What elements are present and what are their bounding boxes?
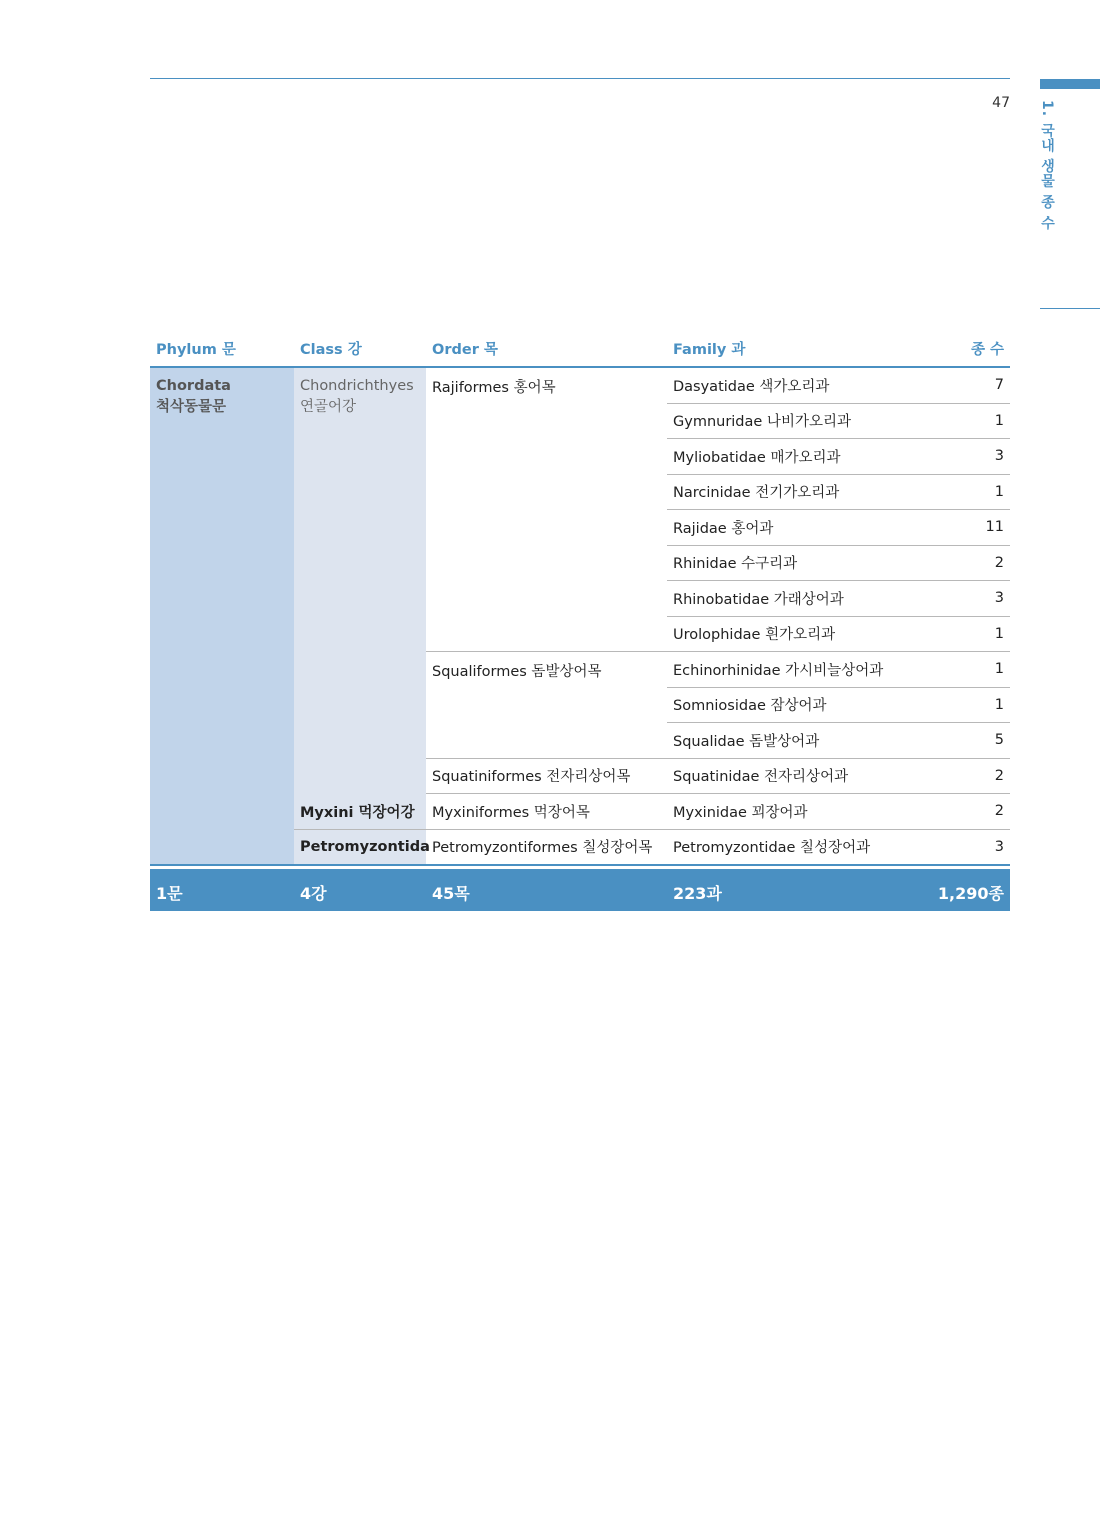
family-cell: Rhinobatidae 가래상어과: [667, 581, 938, 617]
family-cell: Rhinidae 수구리과: [667, 545, 938, 581]
side-section-label: 1. 국내 생물 종 수: [1039, 100, 1055, 231]
count-cell: 7: [938, 367, 1010, 403]
header-order: Order 목: [426, 330, 667, 367]
family-cell: Gymnuridae 나비가오리과: [667, 403, 938, 439]
total-family: 223과: [673, 884, 722, 903]
class-cell-myxini: Myxini 먹장어강: [294, 794, 426, 830]
order-cell: Petromyzontiformes 칠성장어목: [426, 829, 667, 865]
order-cell: Squatiniformes 전자리상어목: [426, 758, 667, 794]
class-cell-petromyzontida: Petromyzontida: [294, 829, 426, 865]
class-korean: 연골어강: [300, 399, 357, 415]
family-cell: Rajidae 홍어과: [667, 510, 938, 546]
count-cell: 2: [938, 794, 1010, 830]
count-cell: 1: [938, 652, 1010, 688]
phylum-latin: Chordata: [156, 378, 231, 394]
side-tab-bar: [1040, 79, 1100, 89]
count-cell: 1: [938, 474, 1010, 510]
count-cell: 2: [938, 758, 1010, 794]
family-cell: Myliobatidae 매가오리과: [667, 439, 938, 475]
total-class: 4강: [300, 884, 327, 903]
phylum-korean: 척삭동물문: [156, 399, 227, 415]
totals-bar: [150, 869, 1010, 911]
family-cell: Somniosidae 잠상어과: [667, 687, 938, 723]
family-cell: Urolophidae 흰가오리과: [667, 616, 938, 652]
family-cell: Squatinidae 전자리상어과: [667, 758, 938, 794]
count-cell: 3: [938, 439, 1010, 475]
count-cell: 2: [938, 545, 1010, 581]
family-cell: Petromyzontidae 칠성장어과: [667, 829, 938, 865]
family-cell: Squalidae 돔발상어과: [667, 723, 938, 759]
table-header-row: [150, 330, 1010, 367]
count-cell: 11: [938, 510, 1010, 546]
top-rule: [150, 78, 1010, 79]
count-cell: 1: [938, 687, 1010, 723]
header-phylum: Phylum 문: [150, 330, 294, 367]
class-cell-chondrichthyes: [294, 367, 426, 794]
page-number: 47: [992, 95, 1010, 111]
total-species: 1,290종: [937, 884, 1004, 903]
family-cell: Echinorhinidae 가시비늘상어과: [667, 652, 938, 688]
table-row: [150, 367, 1010, 403]
total-order: 45목: [432, 884, 470, 903]
order-cell: Myxiniformes 먹장어목: [426, 794, 667, 830]
total-phylum: 1문: [156, 884, 183, 903]
order-cell: Rajiformes 홍어목: [426, 367, 667, 652]
species-table: [150, 330, 1010, 866]
class-latin: Chondrichthyes: [300, 378, 414, 394]
family-cell: Dasyatidae 색가오리과: [667, 367, 938, 403]
header-class: Class 강: [294, 330, 426, 367]
count-cell: 3: [938, 581, 1010, 617]
family-cell: Myxinidae 꾀장어과: [667, 794, 938, 830]
count-cell: 5: [938, 723, 1010, 759]
order-cell: Squaliformes 돔발상어목: [426, 652, 667, 759]
family-cell: Narcinidae 전기가오리과: [667, 474, 938, 510]
count-cell: 1: [938, 616, 1010, 652]
side-rule: [1040, 308, 1100, 309]
header-family: Family 과: [667, 330, 938, 367]
count-cell: 3: [938, 829, 1010, 865]
phylum-cell: [150, 367, 294, 865]
header-species-count: 종 수: [938, 330, 1010, 367]
count-cell: 1: [938, 403, 1010, 439]
